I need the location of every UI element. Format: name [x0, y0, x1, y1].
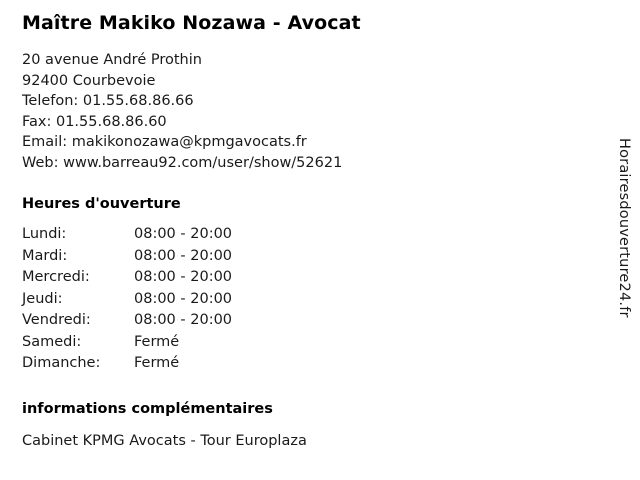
phone-line: Telefon: 01.55.68.86.66 [22, 93, 194, 109]
day-label: Lundi: [22, 226, 67, 242]
watermark-label: Horairesdouverture24.fr [616, 138, 632, 318]
table-row [22, 312, 232, 334]
table-row [22, 291, 232, 313]
address-street: 20 avenue André Prothin [22, 52, 202, 68]
email-line: Email: makikonozawa@kpmgavocats.fr [22, 134, 307, 150]
table-row [22, 269, 232, 291]
day-hours: 08:00 - 20:00 [134, 312, 233, 328]
table-row [22, 355, 232, 377]
table-row [22, 248, 232, 270]
day-label: Mardi: [22, 247, 68, 264]
day-hours: 08:00 - 20:00 [134, 226, 233, 242]
fax-line: Fax: 01.55.68.86.60 [22, 113, 167, 130]
day-hours: 08:00 - 20:00 [134, 269, 233, 285]
card-content [22, 12, 582, 451]
contact-details [22, 50, 582, 173]
day-hours: 08:00 - 20:00 [134, 247, 233, 264]
day-label: Jeudi: [22, 290, 63, 307]
day-label: Vendredi: [22, 312, 91, 328]
day-hours: Fermé [134, 333, 180, 350]
table-row [22, 226, 232, 248]
opening-hours-table [22, 226, 232, 377]
page-title: Maître Makiko Nozawa - Avocat [22, 12, 361, 34]
additional-info-text: Cabinet KPMG Avocats - Tour Europlaza [22, 432, 307, 449]
website-line: Web: www.barreau92.com/user/show/52621 [22, 154, 343, 171]
address-city: 92400 Courbevoie [22, 72, 156, 89]
day-label: Dimanche: [22, 355, 101, 371]
day-label: Samedi: [22, 333, 82, 350]
opening-hours-heading: Heures d'ouverture [22, 196, 181, 212]
table-row [22, 334, 232, 356]
day-hours: 08:00 - 20:00 [134, 290, 233, 307]
day-hours: Fermé [134, 355, 180, 371]
day-label: Mercredi: [22, 269, 90, 285]
additional-info-heading: informations complémentaires [22, 400, 273, 417]
